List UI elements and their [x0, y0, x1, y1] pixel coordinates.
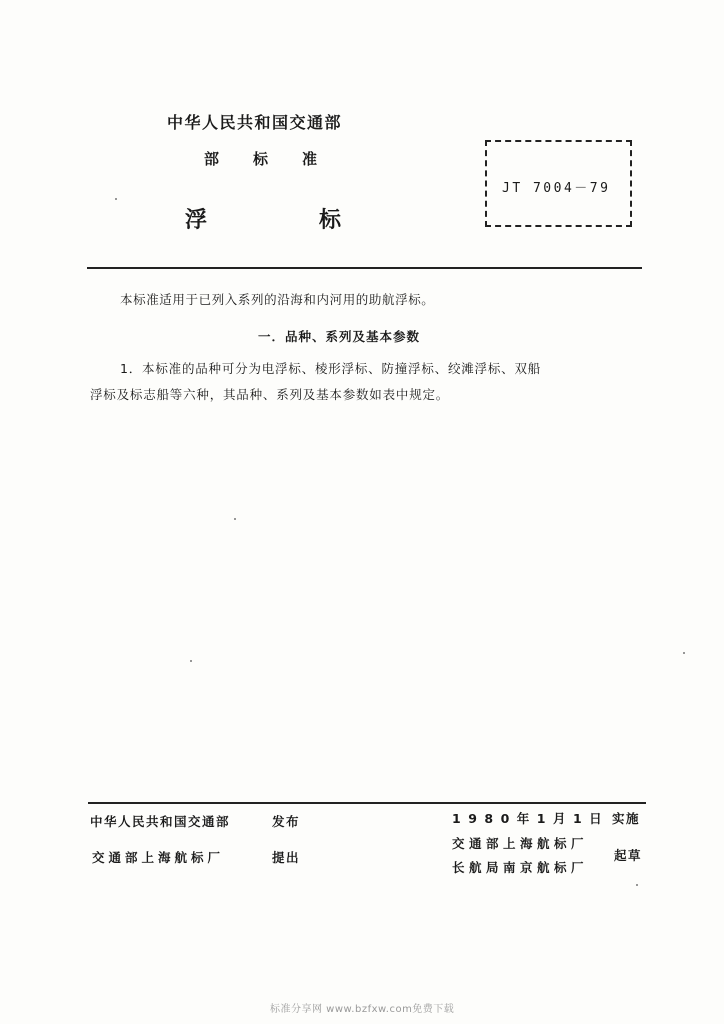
document-title: 浮标 — [185, 208, 454, 233]
effective-date: 1980年1月1日 — [452, 811, 610, 826]
issuer: 中华人民共和国交通部 — [90, 814, 231, 829]
section-heading: 一．品种、系列及基本参数 — [258, 329, 421, 344]
issued-label: 发布 — [272, 814, 301, 829]
scan-speck — [683, 652, 685, 654]
ministry-name: 中华人民共和国交通部 — [167, 113, 343, 132]
clause-1-line-1: 1．本标准的品种可分为电浮标、棱形浮标、防撞浮标、绞滩浮标、双船 — [120, 361, 542, 376]
scan-speck — [115, 198, 117, 200]
drafter-1: 交通部上海航标厂 — [452, 836, 589, 851]
drafted-label: 起草 — [614, 848, 643, 863]
proposed-label: 提出 — [272, 850, 301, 865]
standard-code: JT 7004－79 — [502, 181, 611, 196]
scan-speck — [636, 884, 638, 886]
scan-speck — [190, 660, 192, 662]
standard-type: 部标准 — [204, 150, 352, 168]
clause-1 — [90, 356, 645, 408]
proposer: 交通部上海航标厂 — [92, 850, 225, 865]
footer-divider — [88, 802, 646, 804]
clause-1-line-2: 浮标及标志船等六种，其品种、系列及基本参数如表中规定。 — [90, 387, 450, 402]
scope-statement: 本标准适用于已列入系列的沿海和内河用的助航浮标。 — [120, 292, 435, 307]
site-watermark: 标准分享网 www.bzfxw.com免费下载 — [270, 1004, 455, 1015]
scan-speck — [234, 518, 236, 520]
effective-label: 实施 — [612, 811, 641, 826]
header-divider — [87, 267, 642, 269]
drafter-2: 长航局南京航标厂 — [452, 860, 589, 875]
